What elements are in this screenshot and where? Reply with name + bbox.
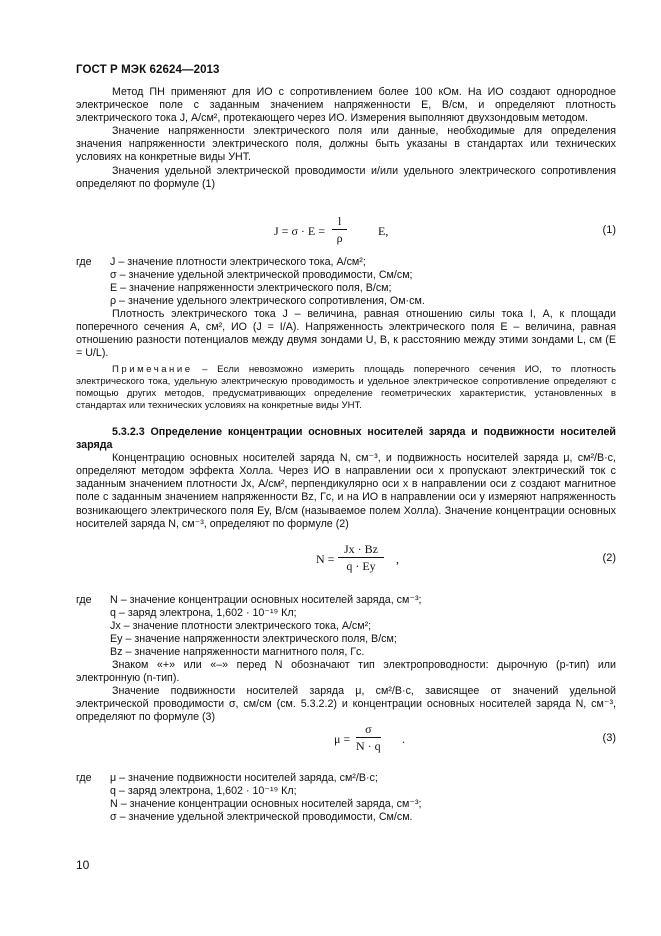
definition-item: σ – значение удельной электрической проводимости, См/см; [110, 269, 413, 281]
definition-item: μ – значение подвижности носителей заряда, см²/В·с; [110, 772, 378, 784]
definition-item: Bz – значение напряженности магнитного поля, Гс. [110, 646, 365, 658]
definitions-3 [76, 772, 616, 824]
paragraph-6: Знаком «+» или «–» перед N обозначают тип электропроводности: дырочную (p-тип) или электронную (n-тип). [76, 659, 616, 685]
formula-1 [76, 214, 616, 262]
definition-item: σ – значение удельной электрической проводимости, См/см. [110, 811, 413, 823]
formula-3-denominator: N · q [356, 739, 381, 753]
paragraphs-6-7 [76, 659, 616, 724]
paragraph-2: Значение напряженности электрического поля или данные, необходимые для определения значения напряженности электрического поля, должны быть указаны в стандартах или технических условиях на конкретные виды УНТ. [76, 125, 616, 164]
formula-1-denominator: ρ [336, 231, 343, 245]
definition-item: N – значение концентрации основных носителей заряда, см⁻³; [110, 594, 422, 606]
document-header: ГОСТ Р МЭК 62624—2013 [76, 64, 220, 76]
definitions-1 [76, 256, 616, 308]
formula-2-fraction [338, 542, 384, 574]
formula-2-number: (2) [602, 552, 616, 564]
definition-item: q – заряд электрона, 1,602 · 10⁻¹⁹ Кл; [110, 785, 297, 797]
where-label: где [76, 772, 92, 784]
formula-3-numerator: σ [356, 722, 381, 738]
where-label: где [76, 594, 92, 606]
note-label: Примечание [112, 364, 193, 375]
note-text: – Если невозможно измерить площадь поперечного сечения ИО, то плотность электрического тока, удельную электрическую проводимость и удельное электрическое сопротивление определяют с помощью других методов, предусматривающих определение геометрических характеристик, установленных в стандартах или технических условиях на конкретные виды УНТ. [76, 364, 616, 411]
paragraph-3: Значения удельной электрической проводимости и/или удельного электрического сопротивления определяют по формуле (1) [76, 164, 616, 190]
definition-item: Jx – значение плотности электрического тока, А/см²; [110, 620, 372, 632]
formula-2-numerator: Jx · Bz [338, 542, 384, 558]
formula-1-lhs: J = σ · E = [274, 224, 325, 238]
note-block [76, 364, 616, 412]
formula-1-numerator: l [332, 214, 347, 230]
formula-3-fraction [356, 722, 381, 754]
formula-3-lhs: μ = [334, 732, 351, 746]
definition-item: Ey – значение напряженности электрического поля, В/см; [110, 633, 397, 645]
definition-item: N – значение концентрации основных носителей заряда, см⁻³; [110, 798, 422, 810]
paragraph-4-block [76, 308, 616, 360]
section-heading: 5.3.2.3 Определение концентрации основных носителей заряда и подвижности носителей заряда [76, 426, 616, 452]
paragraph-5: Концентрацию основных носителей заряда N, см⁻³, и подвижность носителей заряда μ, см²/В·с, определяют методом эффекта Холла. Через ИО в направлении оси x пропускают электрический ток с заданным значением плотности Jx, А/см², перпендикулярно оси x в направлении оси z создают магнитное поле с заданным значением напряженности Bz, Гс, и на ИО в направлении оси y измеряют напряженность возникающего электрического поля Ey, В/см (называемое полем Холла). Значение концентрации основных носителей заряда N, см⁻³, определяют по формуле (2) [76, 452, 616, 530]
formula-1-rhs: E, [378, 224, 389, 238]
formula-2 [76, 540, 616, 588]
paragraph-4: Плотность электрического тока J – величина, равная отношению силы тока I, А, к площади поперечного сечения A, см², ИО (J = I/A). Напряженность электрического поля E – величина, равная отношению разности потенциалов между двумя зондами U, В, к расстоянию между этими зондами L, см (E = U/L). [76, 308, 616, 360]
definition-item: q – заряд электрона, 1,602 · 10⁻¹⁹ Кл; [110, 607, 297, 619]
formula-1-fraction [332, 214, 347, 246]
where-label: где [76, 256, 92, 268]
formula-3 [76, 720, 616, 768]
definition-item: J – значение плотности электрического тока, А/см²; [110, 256, 366, 268]
formula-1-number: (1) [602, 224, 616, 236]
formula-2-rhs: , [396, 552, 399, 566]
page-number: 10 [76, 858, 90, 872]
formula-3-number: (3) [602, 732, 616, 744]
formula-3-rhs: . [402, 732, 405, 746]
definition-item: ρ – значение удельного электрического сопротивления, Ом·см. [110, 295, 425, 307]
definition-item: E – значение напряженности электрического поля, В/см; [110, 282, 392, 294]
section-block [76, 426, 616, 531]
formula-2-lhs: N = [316, 552, 335, 566]
formula-2-denominator: q · Ey [346, 559, 376, 573]
intro-block [76, 86, 616, 191]
definitions-2 [76, 594, 616, 659]
paragraph-1: Метод ПН применяют для ИО с сопротивлением более 100 кОм. На ИО создают однородное электрическое поле с заданным значением напряженности E, В/см, и определяют плотность электрического тока J, А/см², протекающего через ИО. Измерения выполняют двухзондовым методом. [76, 86, 616, 125]
paragraph-7: Значение подвижности носителей заряда μ, см²/В·с, зависящее от значений удельной электрической проводимости σ, см/см (см. 5.3.2.2) и концентрации основных носителей заряда N, см⁻³, определяют по формуле (3) [76, 685, 616, 724]
